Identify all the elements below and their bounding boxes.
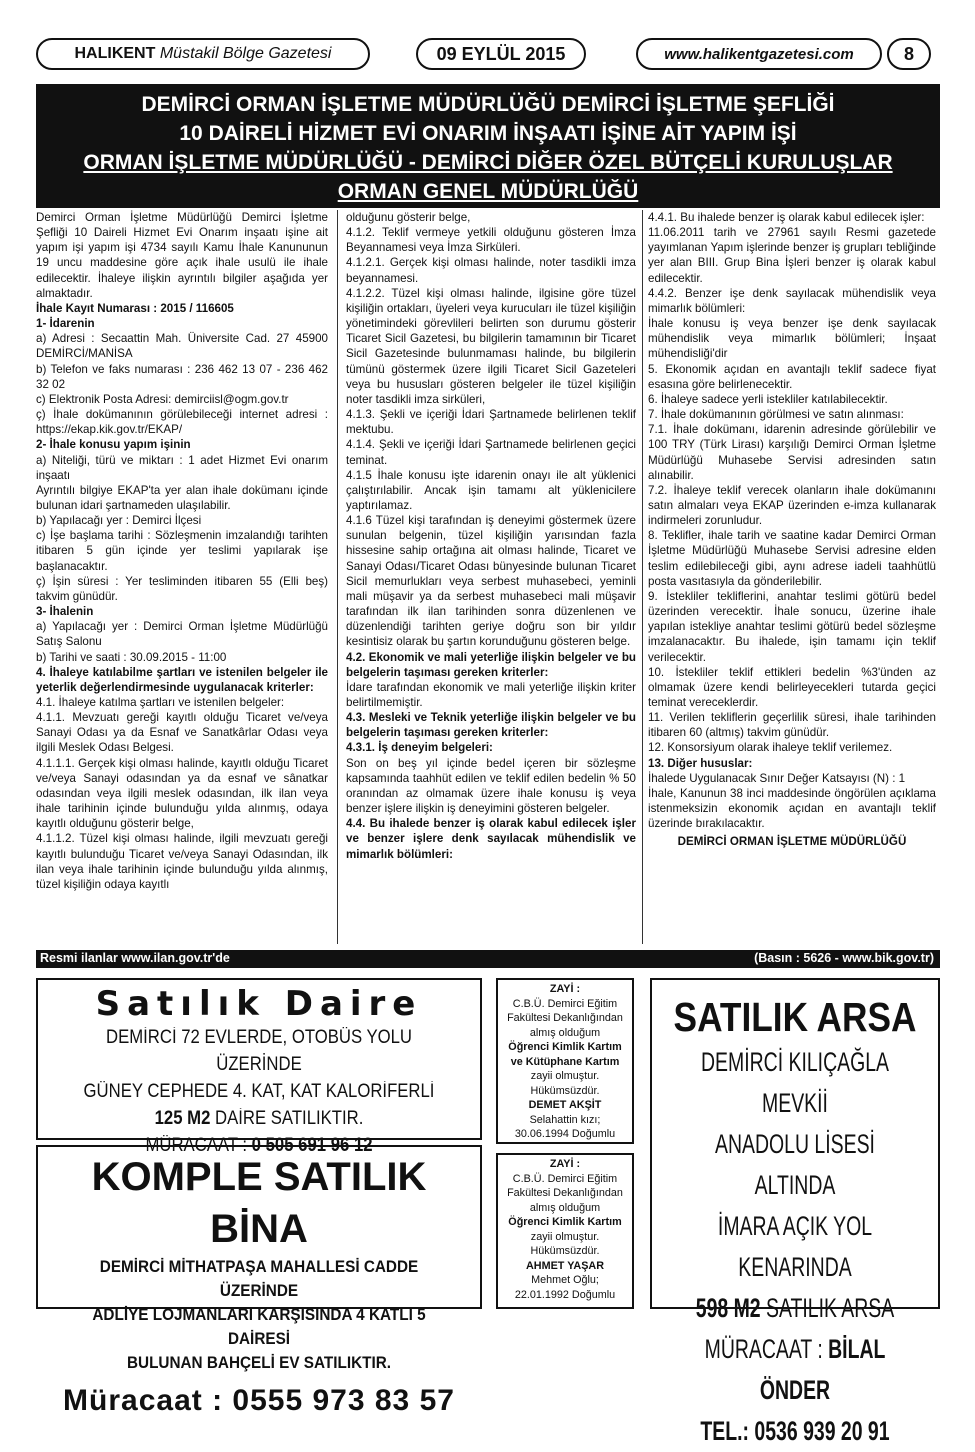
article-paragraph: İhale konusu iş veya benzer işe denk sayılacak mühendislik veya mimarlık bölümleri; İnşaat mühendisliği'dir	[648, 317, 936, 361]
ad-building-for-sale	[36, 1145, 482, 1417]
ad-title: SATILIK ARSA	[673, 994, 917, 1040]
banner-line-3: ORMAN İŞLETME MÜDÜRLÜĞÜ - DEMİRCİ DİĞER ÖZEL BÜTÇELİ KURULUŞLAR	[83, 151, 893, 174]
article-paragraph: a) Yapılacağı yer : Demirci Orman İşletme Müdürlüğü Satış Salonu	[36, 620, 328, 649]
masthead-subtitle: Müstakil Bölge Gazetesi	[159, 45, 332, 62]
article-paragraph: c) İşe başlama tarihi : Sözleşmenin imzalandığı tarihten itibaren 5 gün içinde yer teslimi yapılarak işe başlanacaktır.	[36, 529, 328, 573]
article-paragraph: 2- İhale konusu yapım işinin	[36, 438, 191, 452]
ad-title: Satılık Daire	[95, 984, 423, 1024]
zayi-line: Fakültesi Dekanlığından	[507, 1012, 623, 1024]
article-paragraph: 4.1.3. Şekli ve içeriği İdari Şartnamede belirlenen teklif mektubu.	[346, 408, 636, 437]
ad-line	[65, 1105, 454, 1132]
article-paragraph: 12. Konsorsiyum olarak ihaleye teklif verilemez.	[648, 741, 893, 755]
zayi-line: 30.06.1994 Doğumlu	[514, 1128, 616, 1140]
column-divider	[642, 210, 643, 944]
zayi-line: zayii olmuştur.	[530, 1230, 600, 1243]
ad-area: 598 M2	[695, 1293, 761, 1323]
ad-contact-label: MÜRACAAT :	[145, 1135, 252, 1156]
article-paragraph: ç) İşin süresi : Yer tesliminden itibaren 55 (Elli beş) takvim günüdür.	[36, 574, 328, 603]
banner-line-4: ORMAN GENEL MÜDÜRLÜĞÜ	[337, 180, 639, 203]
zayi-line: Öğrenci Kimlik Kartım	[508, 1216, 622, 1228]
article-paragraph: 11.06.2011 tarih ve 27961 sayılı Resmi gazetede yayımlanan Yapım işlerinde benzer iş grupları tebliğinde yer alan BIII. Grup Bina İşleri benzer iş olarak kabul edilecektir.	[648, 226, 936, 285]
article-paragraph: İhale Kayıt Numarası : 2015 / 116605	[36, 301, 234, 315]
article-paragraph: b) Telefon ve faks numarası : 236 462 13 07 - 236 462 32 02	[36, 362, 328, 391]
article-paragraph: İhale, Kanunun 38 inci maddesinde öngörülen açıklama istenmeksizin ekonomik açıdan en avantajlı teklif üzerinde bırakılacaktır.	[648, 786, 936, 831]
ad-land-for-sale	[650, 978, 940, 1446]
article-paragraph: 10. İstekliler teklif ettikleri bedelin %3'ünden az olmamak üzere kendi belirleyecekleri tutarda geçici teminat vereceklerdir.	[648, 665, 936, 709]
article-paragraph: olduğunu gösterir belge,	[346, 211, 471, 224]
article-paragraph: 4.1.5 İhale konusu işte idarenin onayı ile alt yüklenici çalıştırılabilir. Ancak işin tamamı alt yüklenicilere yaptırılamaz.	[346, 468, 636, 512]
zayi-line: almış olduğum	[529, 1026, 601, 1039]
notice-footer	[36, 950, 940, 968]
masthead	[36, 38, 370, 70]
article-paragraph: Demirci Orman İşletme Müdürlüğü Demirci İşletme Şefliği 10 Daireli Hizmet Evi Onarım inşaatı işine ait yapım işi yapım işi 4734 sayılı Kamu İhale Kanununun 19 uncu maddesine göre açık ihale usulü ile ihale edilecektir. İhaleye ilişkin ayrıntılı bilgiler aşağıda yer almaktadır.	[36, 211, 328, 300]
notice-banner	[36, 84, 940, 208]
zayi-name: AHMET YAŞAR	[526, 1259, 604, 1272]
issue-date: 09 EYLÜL 2015	[416, 38, 586, 70]
footer-left-note: Resmi ilanlar www.ilan.gov.tr'de	[40, 951, 230, 965]
article-paragraph: 6. İhaleye sadece yerli istekliler katılabilecektir.	[648, 392, 888, 406]
website-link[interactable]: www.halikentgazetesi.com	[636, 38, 882, 70]
zayi-line: almış olduğum	[529, 1201, 601, 1214]
article-paragraph: a) Niteliği, türü ve miktarı : 1 adet Hizmet Evi onarım inşaatı	[36, 453, 328, 482]
article-paragraph: 8. Teklifler, ihale tarih ve saatine kadar Demirci Orman İşletme Müdürlüğü Muhasebe Servisi adresine elden teslim edilebileceği gibi, aynı adrese iadeli taahhütlü posta vasıtasıyla da gönderilebilir.	[648, 529, 936, 588]
zayi-title: ZAYİ :	[549, 983, 581, 995]
masthead-title: HALIKENT	[74, 45, 156, 62]
zayi-line: Mehmet Oğlu;	[531, 1274, 599, 1286]
ad-line: ADLİYE LOJMANLARI KARŞISINDA 4 KATLI 5 DAİRESİ	[92, 1305, 426, 1348]
article-paragraph: 4.1.2.1. Gerçek kişi olması halinde, noter tasdikli imza beyannamesi.	[346, 256, 636, 285]
article-paragraph: Ayrıntılı bilgiye EKAP'ta yer alan ihale dokümanı içinde bulunan idari şartnameden ulaşılabilir.	[36, 483, 328, 512]
article-paragraph: 11. Verilen tekliflerin geçerlilik süresi, ihale tarihinden itibaren 60 (altmış) takvim günüdür.	[648, 711, 936, 740]
page-number: 8	[887, 38, 931, 70]
article-paragraph: 4.1.1.1. Gerçek kişi olması halinde, kayıtlı olduğu Ticaret ve/veya Sanayi odasından ya da esnaf ve sânatkar odasından veya ilgili meslek odasından, ilk ilan veya ihale tarihinin içinde bulunduğu yılda alınmış, odaya kayıtlı olduğunu gösterir belge,	[36, 756, 328, 831]
article-paragraph: 4.1.2. Teklif vermeye yetkili olduğunu gösteren İmza Beyannamesi veya İmza Sirküleri.	[346, 226, 636, 255]
article-paragraph: 1- İdarenin	[36, 317, 95, 331]
banner-line-2: 10 DAİRELİ HİZMET EVİ ONARIM İNŞAATI İŞİNE AİT YAPIM İŞİ	[179, 122, 797, 145]
zayi-line: Hükümsüzdür.	[530, 1084, 600, 1097]
article-paragraph: a) Adresi : Secaattin Mah. Üniversite Cad. 27 45900 DEMİRCİ/MANİSA	[36, 332, 328, 361]
article-paragraph: 4.1. İhaleye katılma şartları ve istenilen belgeler:	[36, 696, 285, 709]
ad-phone: TEL.: 0536 939 20 91	[700, 1416, 890, 1446]
article-paragraph: İdare tarafından ekonomik ve mali yeterliğe ilişkin kriter belirtilmemiştir.	[346, 680, 636, 709]
ad-phone: 0 505 691 96 12	[251, 1135, 373, 1156]
article-paragraph: c) Elektronik Posta Adresi: demirciisl@ogm.gov.tr	[36, 392, 289, 406]
ad-contact	[692, 1329, 898, 1411]
ad-contact-name: BİLAL ÖNDER	[759, 1334, 886, 1405]
article-paragraph: 4.1.6 Tüzel kişi tarafından iş deneyimi göstermek üzere sunulan belgenin, tüzel kişiliğin yarısından fazla hissesine sahip ortağına ait olması halinde, Ticaret ve Sanayi Odası/Ticaret Odası bünyesinde bulunan Ticaret Sicil memurlukları veya serbest muhasebeci, yeminli mali müşavir ya da serbest muhasebeci mali müşavir tarafından ilk ilan tarihinden sonra düzenlenen ve düzenlendiği tarihten geriye doğru son bir yıldır kesintisiz olarak bu şartın korunduğunu gösteren belge.	[346, 514, 636, 649]
article-column-1	[36, 210, 328, 944]
article-paragraph: 4.2. Ekonomik ve mali yeterliğe ilişkin belgeler ve bu belgelerin taşıması gereken kriterler:	[346, 650, 636, 679]
article-paragraph: 4.1.1.2. Tüzel kişi olması halinde, ilgili mevzuatı gereği kayıtlı bulunduğu Ticaret ve/veya Sanayi Odasından, ilk ilan veya ihale tarihinin içinde bulunduğu yılda alınmış, tüzel kişiliğin odaya kayıtlı	[36, 832, 328, 891]
zayi-title: ZAYİ :	[549, 1158, 581, 1170]
zayi-line: C.B.Ü. Demirci Eğitim	[512, 1172, 618, 1185]
lost-notice-2	[496, 1153, 634, 1309]
lost-notice-1	[496, 978, 634, 1144]
zayi-line: Öğrenci Kimlik Kartım	[508, 1041, 622, 1053]
ad-line: ANADOLU LİSESİ ALTINDA	[715, 1129, 875, 1200]
ad-text: DAİRE SATILIKTIR.	[210, 1108, 364, 1129]
article-paragraph: b) Yapılacağı yer : Demirci İlçesi	[36, 514, 202, 528]
footer-right-note: (Basın : 5626 - www.bik.gov.tr)	[754, 951, 934, 965]
article-paragraph: 4.1.4. Şekli ve içeriği İdari Şartnamede belirlenen geçici teminat.	[346, 438, 636, 467]
article-paragraph: Son on beş yıl içinde bedel içeren bir sözleşme kapsamında taahhüt edilen ve teklif edilen bedelin % 50 oranından az olmamak üzere ihale konusu iş veya benzer işlere ilişkin iş deneyimini gösteren belgeler.	[346, 756, 636, 816]
ad-title: KOMPLE SATILIK BİNA	[91, 1155, 427, 1251]
article-paragraph: 4.4.2. Benzer işe denk sayılacak mühendislik veya mimarlık bölümleri:	[648, 286, 936, 315]
ad-line: DEMİRCİ KILIÇAĞLA MEVKİİ	[701, 1047, 889, 1118]
ad-line: GÜNEY CEPHEDE 4. KAT, KAT KALORİFERLİ	[83, 1081, 435, 1102]
article-column-3	[648, 210, 936, 944]
banner-line-1: DEMİRCİ ORMAN İŞLETME MÜDÜRLÜĞÜ DEMİRCİ İŞLETME ŞEFLİĞİ	[141, 93, 835, 116]
article-paragraph: 13. Diğer hususlar:	[648, 756, 753, 770]
ad-line: İMARA AÇIK YOL KENARINDA	[717, 1211, 873, 1282]
zayi-line: ve Kütüphane Kartım	[510, 1055, 620, 1068]
zayi-line: zayii olmuştur.	[530, 1070, 600, 1082]
zayi-line: 22.01.1992 Doğumlu	[514, 1288, 616, 1301]
article-paragraph: 7.1. İhale dokümanı, idarenin adresinde görülebilir ve 100 TRY (Türk Lirası) karşılığı Demirci Orman İşletme Müdürlüğü Muhasebe Servisi adresinden satın alınabilir.	[648, 423, 936, 482]
article-paragraph: 4.4.1. Bu ihalede benzer iş olarak kabul edilecek işler:	[648, 211, 925, 224]
article-paragraph: 7. İhale dokümanının görülmesi ve satın alınması:	[648, 408, 904, 422]
ad-line	[692, 1288, 898, 1329]
zayi-line: Fakültesi Dekanlığından	[507, 1187, 623, 1199]
ad-contact: Müracaat : 0555 973 83 57	[63, 1384, 455, 1417]
ad-apartment-for-sale	[36, 978, 482, 1156]
article-paragraph: 4.4. Bu ihalede benzer iş olarak kabul edilecek işler ve benzer işlere denk sayılacak mühendislik ve mimarlık bölümleri:	[346, 817, 636, 861]
article-paragraph: b) Tarihi ve saati : 30.09.2015 - 11:00	[36, 650, 227, 664]
ad-line: BULUNAN BAHÇELİ EV SATILIKTIR.	[126, 1353, 392, 1372]
article-paragraph: 4. İhaleye katılabilme şartları ve istenilen belgeler ile yeterlik değerlendirmesinde uygulanacak kriterler:	[36, 665, 328, 694]
ad-line: DEMİRCİ MİTHATPAŞA MAHALLESİ CADDE ÜZERİNDE	[99, 1257, 419, 1300]
article-paragraph: DEMİRCİ ORMAN İŞLETME MÜDÜRLÜĞÜ	[677, 835, 907, 849]
zayi-line: Selahattin kızı;	[529, 1113, 601, 1126]
zayi-name: DEMET AKŞİT	[528, 1099, 602, 1111]
ad-text: SATILIK ARSA	[760, 1293, 895, 1323]
article-paragraph: İhalede Uygulanacak Sınır Değer Katsayısı (N) : 1	[648, 771, 906, 785]
article-paragraph: 4.1.2.2. Tüzel kişi olması halinde, ilgisine göre tüzel kişiliğin ortakları, üyeleri veya kurucuları ile tüzel kişiliğin yönetimindeki görevlileri belirten son durumu gösterir Ticaret Sicil Gazetesi, bu bilgilerin tamamının bir Ticaret Sicil Gazetesinde bulunmaması halinde, bu bilgilerin tümünü göstermek üzere ilgili Ticaret Sicil Gazeteleri veya bu hususları gösteren belgeler ile tüzel kişiliğin noter tasdikli imza sirküleri,	[346, 286, 636, 406]
article-paragraph: 4.1.1. Mevzuatı gereği kayıtlı olduğu Ticaret ve/veya Sanayi Odası ya da Esnaf ve Sanatkârlar Odası veya ilgili Meslek Odası Belgesi.	[36, 711, 328, 755]
column-divider	[337, 210, 338, 944]
ad-line: DEMİRCİ 72 EVLERDE, OTOBÜS YOLU ÜZERİNDE	[105, 1027, 412, 1075]
zayi-line: C.B.Ü. Demirci Eğitim	[512, 997, 618, 1010]
article-paragraph: 5. Ekonomik açıdan en avantajlı teklif sadece fiyat esasına göre belirlenecektir.	[648, 362, 936, 391]
article-paragraph: 3- İhalenin	[36, 605, 94, 619]
article-paragraph: 9. İstekliler tekliflerini, anahtar teslimi götürü bedel üzerinden verecektir. İhale sonucu, üzerine ihale yapılan istekliye anahtar teslimi götürü bedel sözleşme imzalanacaktır. Bu ihalede, işin tamamı için teklif verilecektir.	[648, 589, 936, 664]
ad-contact-label: MÜRACAAT :	[704, 1334, 829, 1364]
article-paragraph: 7.2. İhaleye teklif verecek olanların ihale dokümanını satın almaları veya EKAP üzerinden e-imza kullanarak indirmeleri zorunludur.	[648, 483, 936, 528]
article-paragraph: ç) İhale dokümanının görülebileceği internet adresi : https://ekap.kik.gov.tr/EKAP/	[36, 408, 328, 437]
ad-area: 125 M2	[154, 1108, 211, 1129]
zayi-line: Hükümsüzdür.	[530, 1245, 600, 1257]
article-paragraph: 4.3.1. İş deneyim belgeleri:	[346, 741, 493, 755]
article-paragraph: 4.3. Mesleki ve Teknik yeterliğe ilişkin belgeler ve bu belgelerin taşıması gereken kriterler:	[346, 711, 636, 740]
article-column-2	[346, 210, 636, 944]
